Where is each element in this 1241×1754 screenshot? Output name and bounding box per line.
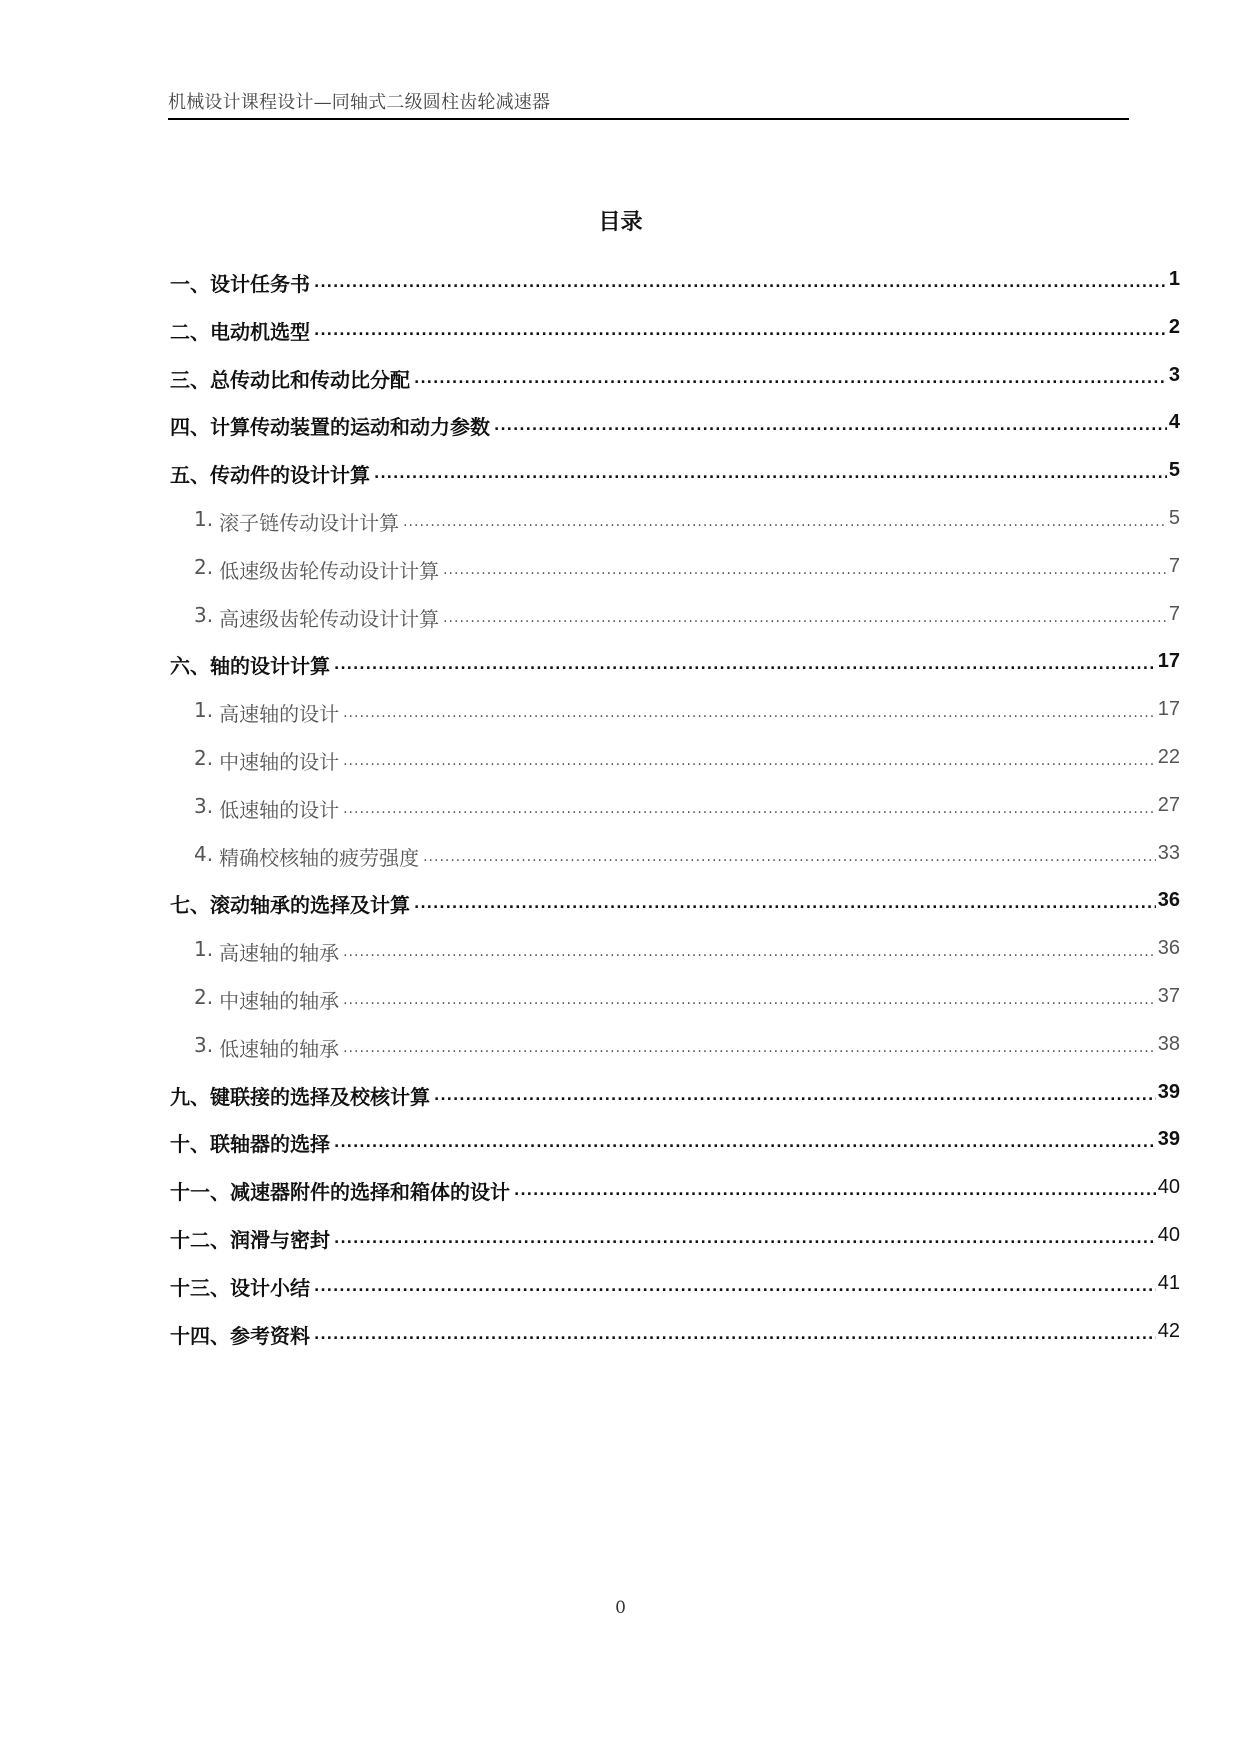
toc-entry[interactable] bbox=[170, 1176, 1180, 1224]
toc-entry-page: 40 bbox=[1157, 1223, 1180, 1246]
toc-dot-leader bbox=[334, 1224, 1156, 1248]
toc-entry[interactable] bbox=[170, 1224, 1180, 1272]
toc-dot-leader bbox=[423, 842, 1156, 866]
toc-entry-number: 2. bbox=[194, 554, 214, 579]
toc-dot-leader bbox=[314, 316, 1167, 340]
toc-entry-page: 42 bbox=[1157, 1319, 1180, 1342]
toc-entry-label: 中速轴的轴承 bbox=[219, 988, 340, 1013]
page-number: 0 bbox=[615, 1598, 626, 1618]
toc-entry[interactable] bbox=[170, 746, 1180, 794]
toc-entry-page: 7 bbox=[1168, 554, 1180, 577]
toc-dot-leader bbox=[343, 698, 1156, 722]
toc-dot-leader bbox=[334, 650, 1156, 674]
toc-entry-number: 1. bbox=[194, 937, 214, 962]
toc-entry-page: 17 bbox=[1157, 650, 1180, 673]
toc-entry[interactable] bbox=[170, 650, 1180, 698]
toc-entry[interactable] bbox=[170, 555, 1180, 603]
toc-dot-leader bbox=[403, 507, 1167, 531]
toc-entry-label: 五、传动件的设计计算 bbox=[170, 463, 370, 488]
toc-entry-page: 39 bbox=[1157, 1080, 1180, 1103]
toc-entry-label: 低速级齿轮传动设计计算 bbox=[219, 558, 440, 583]
toc-entry-label: 三、总传动比和传动比分配 bbox=[170, 367, 410, 392]
toc-dot-leader bbox=[374, 459, 1167, 483]
toc-entry[interactable] bbox=[170, 268, 1180, 316]
toc-entry-label: 一、设计任务书 bbox=[170, 272, 310, 296]
toc-entry[interactable] bbox=[170, 698, 1180, 746]
toc-entry-label: 四、计算传动装置的运动和动力参数 bbox=[170, 415, 490, 440]
toc-dot-leader bbox=[343, 746, 1156, 770]
toc-entry-label: 滚子链传动设计计算 bbox=[219, 510, 400, 535]
toc-entry-label: 十二、润滑与密封 bbox=[170, 1227, 330, 1252]
toc-entry-label: 低速轴的设计 bbox=[219, 797, 340, 822]
toc-entry-label: 十、联轴器的选择 bbox=[170, 1132, 330, 1157]
toc-entry-number: 3. bbox=[194, 602, 214, 627]
toc-dot-leader bbox=[514, 1176, 1156, 1200]
toc-dot-leader bbox=[314, 1272, 1156, 1296]
toc-title: 目录 bbox=[598, 210, 643, 235]
toc-dot-leader bbox=[343, 1033, 1156, 1057]
toc-entry-number: 2. bbox=[194, 745, 214, 770]
toc-entry[interactable] bbox=[170, 1272, 1180, 1320]
toc-entry-label: 二、电动机选型 bbox=[170, 319, 310, 344]
toc-dot-leader bbox=[443, 555, 1167, 579]
toc-entry-number: 3. bbox=[194, 793, 214, 818]
toc-entry[interactable] bbox=[170, 411, 1180, 459]
toc-entry-page: 22 bbox=[1157, 745, 1180, 768]
header-title: 机械设计课程设计—同轴式二级圆柱齿轮减速器 bbox=[168, 92, 551, 113]
toc-dot-leader bbox=[414, 364, 1167, 388]
toc-dot-leader bbox=[443, 603, 1167, 627]
toc-dot-leader bbox=[343, 937, 1156, 961]
toc-entry[interactable] bbox=[170, 603, 1180, 651]
toc-entry[interactable] bbox=[170, 1128, 1180, 1176]
toc-entry-page: 2 bbox=[1168, 315, 1180, 338]
toc-entry-page: 36 bbox=[1157, 937, 1180, 960]
toc-entry[interactable] bbox=[170, 985, 1180, 1033]
toc-entry-label: 中速轴的设计 bbox=[219, 749, 340, 774]
toc-entry-page: 7 bbox=[1168, 602, 1180, 625]
toc-dot-leader bbox=[314, 268, 1167, 292]
toc-dot-leader bbox=[414, 889, 1156, 913]
toc-entry[interactable] bbox=[170, 507, 1180, 555]
toc-entry-label: 高速轴的轴承 bbox=[219, 941, 340, 966]
toc-entry-page: 36 bbox=[1157, 889, 1180, 912]
toc-entry-number: 4. bbox=[194, 841, 214, 866]
toc-entry-page: 33 bbox=[1157, 841, 1180, 864]
toc-dot-leader bbox=[434, 1081, 1156, 1105]
toc-entry-number: 1. bbox=[194, 698, 214, 723]
toc-entry[interactable] bbox=[170, 889, 1180, 937]
toc-entry[interactable] bbox=[170, 794, 1180, 842]
toc-entry-label: 九、键联接的选择及校核计算 bbox=[170, 1084, 430, 1109]
toc-entry[interactable] bbox=[170, 316, 1180, 364]
toc-dot-leader bbox=[334, 1128, 1156, 1152]
table-of-contents bbox=[170, 268, 1180, 1367]
toc-entry[interactable] bbox=[170, 1081, 1180, 1129]
toc-entry-page: 27 bbox=[1157, 793, 1180, 816]
toc-entry-page: 17 bbox=[1157, 698, 1180, 721]
toc-entry-page: 39 bbox=[1157, 1128, 1180, 1151]
toc-entry-label: 十四、参考资料 bbox=[170, 1323, 310, 1348]
toc-entry-label: 七、滚动轴承的选择及计算 bbox=[170, 893, 410, 918]
toc-dot-leader bbox=[314, 1320, 1156, 1344]
toc-entry-page: 5 bbox=[1168, 459, 1180, 482]
toc-entry-label: 高速轴的设计 bbox=[219, 702, 340, 727]
toc-entry-label: 精确校核轴的疲劳强度 bbox=[219, 845, 420, 870]
toc-entry[interactable] bbox=[170, 937, 1180, 985]
toc-entry-label: 十三、设计小结 bbox=[170, 1275, 310, 1300]
toc-entry[interactable] bbox=[170, 1033, 1180, 1081]
toc-entry-label: 十一、减速器附件的选择和箱体的设计 bbox=[170, 1180, 510, 1205]
toc-entry-page: 38 bbox=[1157, 1032, 1180, 1055]
toc-entry-page: 4 bbox=[1168, 411, 1180, 434]
toc-entry-page: 3 bbox=[1168, 363, 1180, 386]
toc-entry-label: 六、轴的设计计算 bbox=[170, 654, 330, 679]
toc-dot-leader bbox=[494, 411, 1167, 435]
toc-entry[interactable] bbox=[170, 842, 1180, 890]
toc-entry-number: 3. bbox=[194, 1032, 214, 1057]
toc-dot-leader bbox=[343, 985, 1156, 1009]
toc-entry[interactable] bbox=[170, 1320, 1180, 1368]
toc-entry-page: 41 bbox=[1157, 1271, 1180, 1294]
toc-entry-label: 高速级齿轮传动设计计算 bbox=[219, 606, 440, 631]
toc-entry-number: 2. bbox=[194, 984, 214, 1009]
toc-entry-label: 低速轴的轴承 bbox=[219, 1036, 340, 1061]
toc-entry[interactable] bbox=[170, 459, 1180, 507]
toc-entry-page: 40 bbox=[1157, 1176, 1180, 1199]
toc-entry[interactable] bbox=[170, 364, 1180, 412]
toc-dot-leader bbox=[343, 794, 1156, 818]
toc-entry-number: 1. bbox=[194, 506, 214, 531]
toc-entry-page: 37 bbox=[1157, 984, 1180, 1007]
page-header bbox=[168, 88, 1129, 120]
toc-entry-page: 1 bbox=[1168, 268, 1180, 290]
toc-entry-page: 5 bbox=[1168, 506, 1180, 529]
